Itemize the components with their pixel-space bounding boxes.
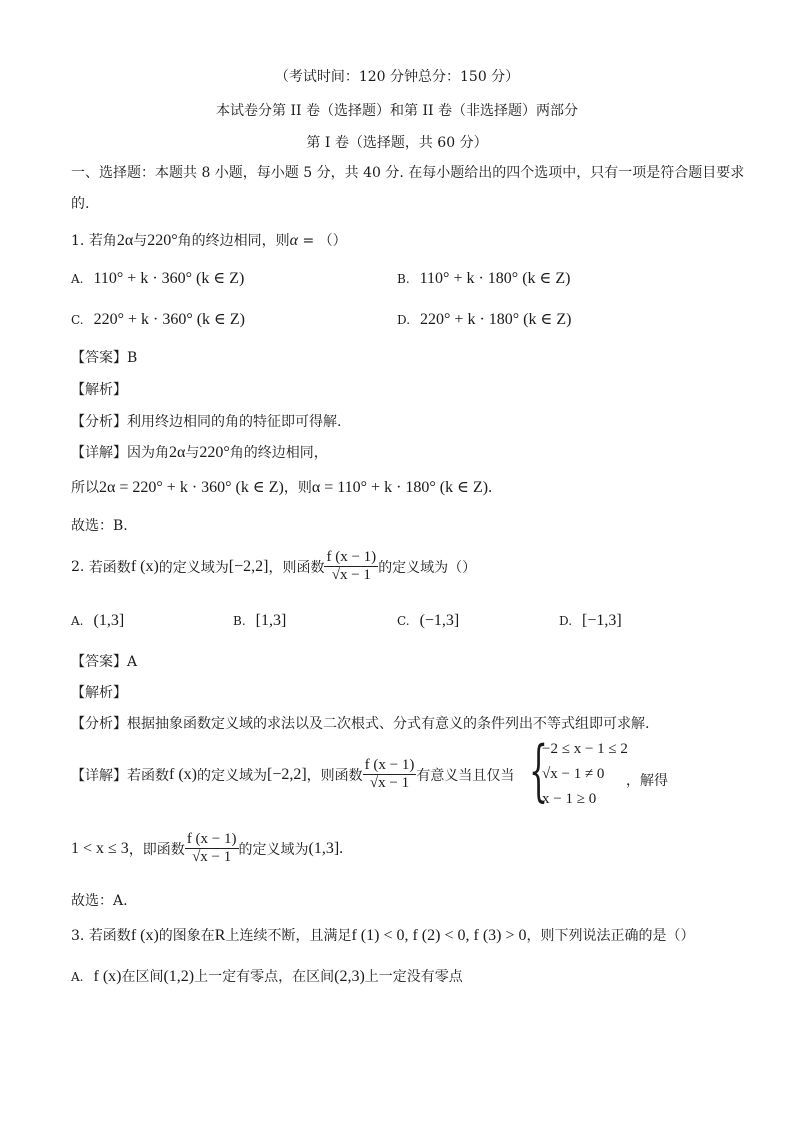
math-expr: f (x)	[93, 968, 122, 985]
q1-option-a[interactable]	[71, 268, 244, 288]
math-expr: (1,3].	[308, 839, 344, 857]
option-letter: B.	[233, 614, 246, 628]
option-text: 在区间	[121, 969, 164, 985]
conclusion-text: 所以	[71, 480, 99, 496]
xiangjie-text: 因为角	[127, 445, 169, 461]
fraction-numerator: f (x − 1)	[185, 831, 239, 849]
xiangjie-text: ，则函数	[306, 767, 363, 784]
system-line-3: x − 1 ≥ 0	[542, 791, 597, 807]
math-expr: 1 < x ≤ 3	[71, 839, 129, 857]
xiangjie-text: 若函数	[127, 767, 169, 784]
fraction	[324, 549, 378, 585]
stem-text: 的图象在	[158, 928, 215, 944]
question-3-stem	[71, 925, 695, 945]
option-expr: (1,3]	[93, 612, 125, 629]
option-letter: B.	[397, 272, 410, 286]
math-expr: [−2,2]	[266, 765, 307, 783]
q1-option-b[interactable]	[397, 268, 570, 288]
math-expr: [−2,2]	[228, 557, 269, 575]
option-expr: [1,3]	[255, 612, 287, 629]
q2-choose: 故选：A.	[71, 893, 128, 909]
q1-fenxi	[71, 411, 341, 431]
stem-text: 角的终边相同，则	[177, 233, 290, 249]
fraction-denominator: √x − 1	[369, 775, 410, 792]
q2-fenxi	[71, 713, 649, 733]
stem-text: 与	[133, 233, 148, 249]
fraction-denominator: √x − 1	[331, 567, 371, 584]
option-expr: (−1,3]	[419, 612, 460, 629]
math-expr: f (x)	[130, 557, 159, 575]
math-expr: (2,3)	[334, 968, 365, 985]
option-letter: A.	[71, 614, 84, 628]
q2-option-d[interactable]	[559, 612, 622, 630]
stem-text: ，则函数	[268, 559, 325, 576]
q2-xiangjie	[71, 757, 514, 793]
math-expr: 2α	[116, 232, 134, 249]
math-expr: (1,2)	[163, 968, 195, 985]
question-2-stem	[71, 549, 476, 585]
stem-text: 若角	[88, 233, 117, 249]
option-expr: 110° + k · 180° (k ∈ Z)	[419, 270, 571, 287]
fraction	[185, 831, 239, 867]
xiangjie-text: 有意义当且仅当	[416, 767, 515, 784]
fenxi-text: 利用终边相同的角的特征即可得解.	[127, 414, 342, 430]
fraction	[363, 757, 417, 793]
q2-option-c[interactable]	[397, 612, 459, 630]
answer-tag: 【答案】	[71, 654, 127, 670]
stem-text: 若函数	[88, 559, 131, 576]
q2-result-line	[71, 831, 343, 867]
fraction-denominator: √x − 1	[192, 849, 232, 866]
stem-text: = （）	[298, 233, 347, 249]
stem-text: 若函数	[88, 928, 131, 944]
xiangjie-text: 角的终边相同，	[229, 445, 328, 461]
math-expr: 2α = 220° + k · 360° (k ∈ Z)	[99, 479, 284, 496]
math-expr: R	[214, 927, 226, 944]
q1-answer	[71, 347, 137, 367]
option-expr: 220° + k · 180° (k ∈ Z)	[420, 311, 572, 328]
question-number: 3.	[71, 928, 85, 944]
fenxi-tag: 【分析】	[71, 716, 127, 732]
math-expr: α = 110° + k · 180° (k ∈ Z).	[311, 479, 493, 496]
option-letter: A.	[71, 970, 84, 984]
option-letter: D.	[397, 313, 411, 327]
exam-parts-line: 本试卷分第 II 卷（选择题）和第 II 卷（非选择题）两部分	[216, 103, 578, 119]
math-expr: 220°	[199, 444, 230, 461]
xiangjie-tag: 【详解】	[71, 445, 127, 461]
xiangjie-tag: 【详解】	[71, 767, 127, 784]
math-expr: 220°	[147, 232, 178, 249]
answer-value: B	[127, 350, 138, 366]
option-letter: A.	[71, 272, 84, 286]
xiangjie-solve-text: ，解得	[626, 773, 668, 789]
question-number: 1.	[71, 233, 85, 249]
math-expr: 2α	[169, 444, 186, 461]
math-expr: α	[289, 232, 299, 249]
conclusion-text: ，则	[283, 480, 312, 496]
option-text: 上一定没有零点	[364, 969, 463, 985]
result-text: ，即函数	[128, 841, 185, 858]
system-brace: {	[529, 732, 548, 809]
fraction-numerator: f (x − 1)	[324, 549, 378, 567]
fraction-numerator: f (x − 1)	[363, 757, 417, 775]
xiangjie-text: 与	[185, 445, 200, 461]
fenxi-tag: 【分析】	[71, 414, 127, 430]
q2-analysis-tag: 【解析】	[71, 685, 127, 701]
section-intro-line1: 一、选择题：本题共 8 小题，每小题 5 分，共 40 分. 在每小题给出的四个选项中，只有一项是符合题目要求	[71, 165, 745, 181]
q3-option-a[interactable]	[71, 966, 463, 986]
option-expr: [−1,3]	[582, 612, 622, 629]
q2-option-a[interactable]	[71, 612, 124, 630]
q2-answer	[71, 651, 137, 671]
math-expr: f (1) < 0, f (2) < 0, f (3) > 0	[351, 927, 527, 944]
system-line-1: −2 ≤ x − 1 ≤ 2	[542, 741, 628, 757]
stem-text: 上连续不断，且满足	[225, 928, 352, 944]
option-letter: D.	[559, 614, 573, 628]
option-letter: C.	[71, 313, 84, 327]
q1-xiangjie	[71, 442, 328, 462]
option-letter: C.	[397, 614, 410, 628]
option-expr: 110° + k · 360° (k ∈ Z)	[93, 270, 245, 287]
question-number: 2.	[71, 558, 85, 575]
result-text: 的定义域为	[238, 841, 309, 858]
q1-conclusion	[71, 477, 492, 497]
section-intro-line2: 的.	[71, 196, 90, 212]
q1-analysis-tag: 【解析】	[71, 382, 127, 398]
q1-choose: 故选：B.	[71, 518, 128, 534]
q1-option-d[interactable]	[397, 309, 571, 329]
exam-time-line: （考试时间：120 分钟总分：150 分）	[274, 69, 520, 85]
math-expr: f (x)	[130, 927, 159, 944]
q2-option-b[interactable]	[233, 612, 286, 630]
q1-option-c[interactable]	[71, 309, 245, 329]
answer-value: A	[127, 654, 138, 670]
volume-title: 第 I 卷（选择题，共 60 分）	[306, 135, 488, 151]
stem-text: 的定义域为（）	[378, 559, 477, 576]
answer-tag: 【答案】	[71, 350, 127, 366]
stem-text: ，则下列说法正确的是（）	[526, 928, 695, 944]
xiangjie-text: 的定义域为	[196, 767, 267, 784]
option-expr: 220° + k · 360° (k ∈ Z)	[93, 311, 245, 328]
option-text: 上一定有零点，在区间	[194, 969, 335, 985]
fenxi-text: 根据抽象函数定义域的求法以及二次根式、分式有意义的条件列出不等式组即可求解.	[127, 716, 650, 732]
math-expr: f (x)	[169, 765, 197, 783]
system-line-2: √x − 1 ≠ 0	[542, 766, 605, 782]
stem-text: 的定义域为	[158, 559, 229, 576]
question-1-stem	[71, 230, 347, 250]
